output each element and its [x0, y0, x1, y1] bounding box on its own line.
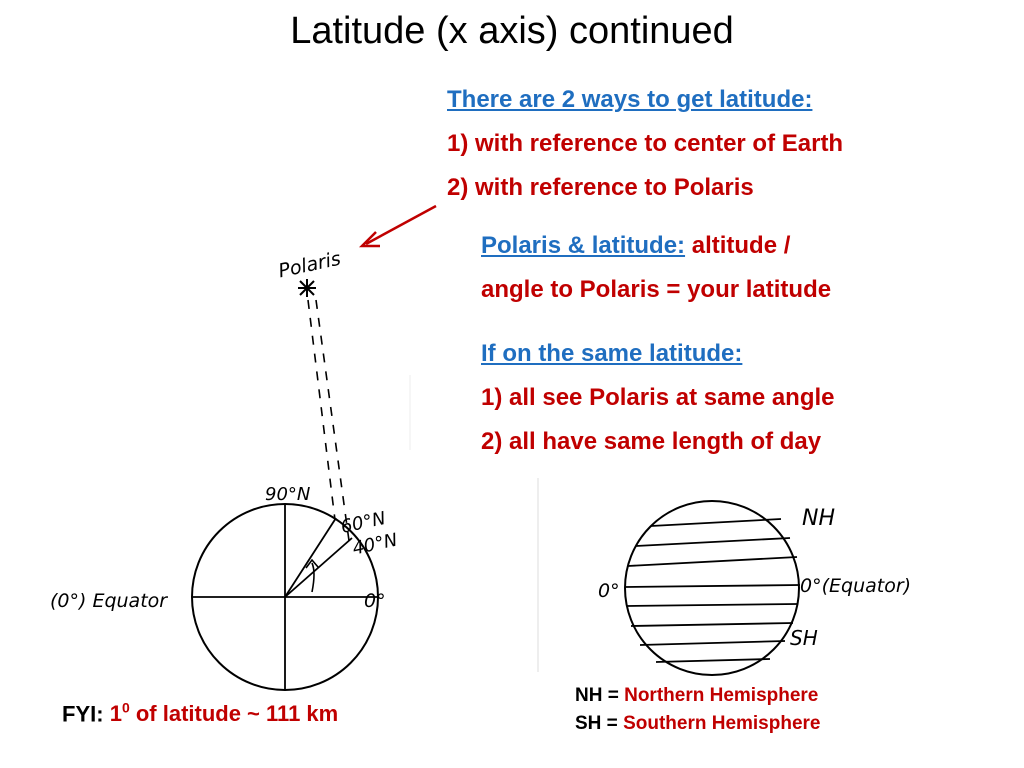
label-0-right: 0° — [364, 590, 386, 612]
hemisphere-globe-circle — [625, 501, 799, 675]
polaris-star-icon — [298, 279, 316, 297]
same-latitude-item: 1) all see Polaris at same angle — [481, 384, 835, 411]
ways-item: 1) with reference to center of Earth — [447, 130, 844, 157]
fyi-note — [62, 700, 338, 727]
label-60n: 60°N — [338, 507, 388, 538]
label-nh: NH — [802, 506, 835, 531]
fyi-label: FYI: — [62, 701, 104, 727]
same-latitude-heading: If on the same latitude: — [481, 340, 743, 367]
legend-nh-full: Northern Hemisphere — [624, 685, 819, 706]
polaris-latitude-text-1: altitude / — [685, 232, 791, 259]
red-arrow-icon — [362, 206, 436, 246]
slide-title: Latitude (x axis) continued — [290, 10, 734, 52]
radius-40n — [285, 538, 352, 597]
label-equator-left: (0°) Equator — [50, 590, 168, 612]
angle-arc-icon — [312, 563, 314, 592]
polaris-latitude-heading: Polaris & latitude: — [481, 232, 686, 259]
label-90n: 90°N — [265, 484, 311, 505]
polaris-latitude-text-2: angle to Polaris = your latitude — [481, 276, 832, 303]
label-0-left: 0° — [598, 580, 620, 602]
label-sh: SH — [790, 626, 818, 650]
same-latitude-item: 2) all have same length of day — [481, 428, 822, 455]
ways-item: 2) with reference to Polaris — [447, 174, 754, 201]
label-40n: 40°N — [350, 529, 400, 560]
fyi-value-sup: 0 — [121, 700, 130, 716]
hemisphere-legend — [575, 682, 821, 738]
legend-sh-abbr: SH = — [575, 713, 624, 734]
fyi-value-rest: of latitude ~ 111 km — [129, 701, 339, 727]
latitude-lines — [625, 519, 800, 662]
radius-60n — [285, 518, 336, 597]
ways-heading: There are 2 ways to get latitude: — [447, 86, 813, 113]
label-equator-right: 0°(Equator) — [800, 575, 912, 597]
legend-nh-abbr: NH = — [575, 685, 625, 706]
polaris-label: Polaris — [276, 247, 343, 283]
legend-sh-full: Southern Hemisphere — [623, 713, 821, 734]
fyi-value-base: 1 — [109, 701, 122, 727]
